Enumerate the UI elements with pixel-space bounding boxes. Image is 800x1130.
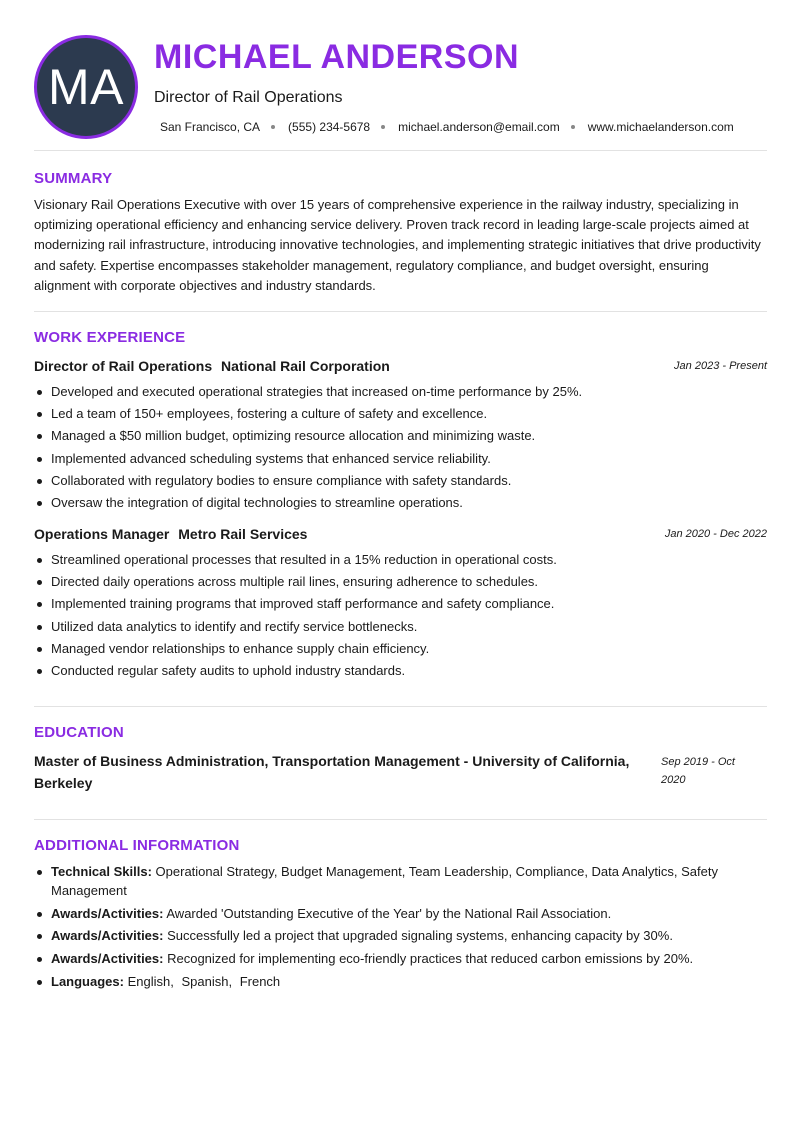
job-header: [34, 526, 767, 546]
item-text: Successfully led a project that upgraded signaling systems, enhancing capacity by 30%.: [167, 928, 673, 943]
item-label: Awards/Activities:: [51, 905, 164, 921]
section-divider: [34, 311, 767, 312]
list-item: Streamlined operational processes that resulted in a 15% reduction in operational costs.: [34, 549, 767, 571]
job-bullets: [34, 549, 767, 682]
job-role: Operations Manager: [34, 526, 170, 542]
list-item: Managed a $50 million budget, optimizing resource allocation and minimizing waste.: [34, 425, 767, 447]
list-item: Directed daily operations across multiple rail lines, ensuring adherence to schedules.: [34, 571, 767, 593]
separator-dot-icon: [381, 125, 385, 129]
candidate-title: Director of Rail Operations: [154, 89, 343, 106]
contact-website[interactable]: www.michaelanderson.com: [587, 120, 734, 134]
contact-location: San Francisco, CA: [160, 120, 261, 134]
avatar: [34, 35, 138, 139]
contact-phone[interactable]: (555) 234-5678: [288, 120, 371, 134]
job-dates: Jan 2023 - Present: [674, 360, 767, 372]
item-text: Recognized for implementing eco-friendly practices that reduced carbon emissions by 20%.: [167, 950, 694, 966]
section-divider: [34, 150, 767, 151]
section-divider: [34, 706, 767, 707]
summary-heading: SUMMARY: [34, 170, 113, 187]
contact-email[interactable]: michael.anderson@email.com: [398, 120, 560, 134]
list-item: [34, 949, 767, 968]
item-label: Awards/Activities:: [51, 950, 164, 966]
resume-header: [34, 0, 767, 150]
job-company: Metro Rail Services: [178, 526, 308, 542]
languages-item: [34, 972, 767, 991]
list-item: Collaborated with regulatory bodies to ensure compliance with safety standards.: [34, 470, 767, 492]
resume-page: [34, 0, 767, 989]
candidate-name: MICHAEL ANDERSON: [154, 38, 520, 76]
separator-dot-icon: [271, 125, 275, 129]
item-label: Technical Skills:: [51, 864, 152, 879]
language-value: French: [239, 973, 281, 989]
languages-label: Languages:: [51, 973, 124, 989]
experience-heading: WORK EXPERIENCE: [34, 329, 186, 346]
list-item: Oversaw the integration of digital technologies to streamline operations.: [34, 492, 767, 514]
job-header: [34, 358, 767, 378]
item-text: Operational Strategy, Budget Management, Team Leadership, Compliance, Data Analytics, Safety Management: [51, 864, 718, 898]
item-label: Awards/Activities:: [51, 928, 164, 943]
list-item: [34, 926, 767, 945]
list-item: [34, 904, 767, 923]
list-item: Utilized data analytics to identify and rectify service bottlenecks.: [34, 616, 767, 638]
item-text: Awarded 'Outstanding Executive of the Year' by the National Rail Association.: [166, 905, 612, 921]
summary-text: Visionary Rail Operations Executive with over 15 years of comprehensive experience in the railway industry, specializing in optimizing operational efficiency and enhancing service delivery. Proven track record in leading large-scale projects aimed at modernizing rail infrastructure, introducing innovative technologies, and implementing strategic initiatives that drive productivity and safety. Expertise encompasses stakeholder management, regulatory compliance, and budget oversight, ensuring alignment with corporate objectives and industry standards.: [34, 197, 761, 293]
list-item: Implemented advanced scheduling systems that enhanced service reliability.: [34, 448, 767, 470]
job-company: National Rail Corporation: [221, 358, 390, 374]
list-item: Implemented training programs that improved staff performance and safety compliance.: [34, 593, 767, 615]
job-role: Director of Rail Operations: [34, 358, 213, 374]
education-degree: Master of Business Administration, Transportation Management - University of California, Berkeley: [34, 753, 630, 791]
list-item: Managed vendor relationships to enhance supply chain efficiency.: [34, 638, 767, 660]
list-item: [34, 862, 767, 900]
additional-list: [34, 862, 767, 994]
job-bullets: [34, 381, 767, 514]
list-item: Developed and executed operational strategies that increased on-time performance by 25%.: [34, 381, 767, 403]
job-dates: Jan 2020 - Dec 2022: [664, 528, 767, 540]
language-value: English,: [127, 973, 174, 989]
list-item: Conducted regular safety audits to uphold industry standards.: [34, 660, 767, 682]
separator-dot-icon: [571, 125, 575, 129]
language-value: Spanish,: [181, 973, 233, 989]
section-divider: [34, 819, 767, 820]
avatar-initials: MA: [48, 59, 124, 115]
list-item: Led a team of 150+ employees, fostering a culture of safety and excellence.: [34, 403, 767, 425]
education-dates: Sep 2019 - Oct 2020: [661, 756, 735, 786]
additional-heading: ADDITIONAL INFORMATION: [34, 837, 240, 854]
education-heading: EDUCATION: [34, 724, 124, 741]
contact-bar: [160, 120, 734, 134]
